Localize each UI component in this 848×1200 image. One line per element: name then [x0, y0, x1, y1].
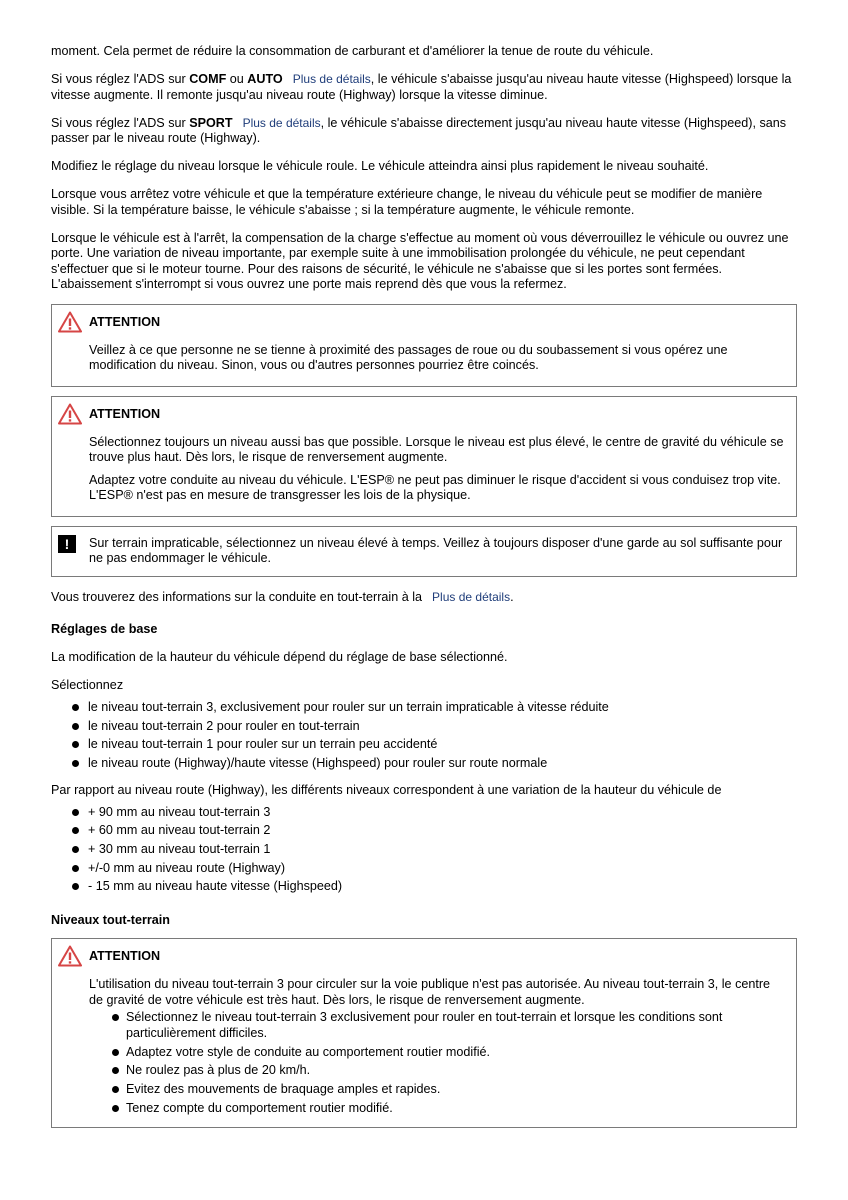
list-item: Sélectionnez le niveau tout-terrain 3 exclusivement pour rouler en tout-terrain et lorsque les conditions sont particulièrement difficiles.: [89, 1010, 784, 1041]
paragraph: Lorsque le véhicule est à l'arrêt, la compensation de la charge s'effectue au moment où vous déverrouillez le véhicule ou ouvrez une porte. Une variation de niveau importante, par exemple suite à une immobilisation prolongée du véhicule, ne peut cependant s'effectuer que si le moteur tourne. Pour des raisons de sécurité, le véhicule ne s'abaisse que si les portes sont fermées. L'abaissement s'interrompt si vous ouvrez une porte mais reprend dès que vous la refermez.: [51, 230, 789, 291]
list-item: Tenez compte du comportement routier modifié.: [89, 1101, 784, 1117]
warning-title: ATTENTION: [89, 314, 161, 329]
list-item: + 30 mm au niveau tout-terrain 1: [51, 842, 797, 858]
paragraph: Lorsque vous arrêtez votre véhicule et que la température extérieure change, le niveau du véhicule peut se modifier de manière visible. Si la température baisse, le véhicule s'abaisse ; si la température augmente, le véhicule remonte.: [51, 187, 763, 217]
text: , le véhicule s'abaisse directement jusqu'au niveau haute vitesse (Highspeed), sans passer par le niveau route (Highway).: [51, 115, 787, 145]
paragraph-ads-sport: [51, 116, 797, 147]
setting-sport: SPORT: [189, 115, 233, 130]
section-heading-basic-settings: Réglages de base: [51, 622, 158, 636]
paragraph: moment. Cela permet de réduire la consommation de carburant et d'améliorer la tenue de route du véhicule.: [51, 44, 654, 58]
more-details-link[interactable]: Plus de détails: [432, 589, 511, 604]
warning-text: L'utilisation du niveau tout-terrain 3 pour circuler sur la voie publique n'est pas autorisée. Au niveau tout-terrain 3, le centre de gravité de votre véhicule est très haut. Dès lors, le risque de renversement augmente.: [89, 977, 771, 1007]
warning-triangle-icon: [58, 403, 82, 425]
note-text: Sur terrain impraticable, sélectionnez un niveau élevé à temps. Veillez à toujours disposer d'une garde au sol suffisante pour ne pas endommager le véhicule.: [89, 535, 783, 565]
list-item: + 90 mm au niveau tout-terrain 3: [51, 805, 797, 821]
more-details-link[interactable]: Plus de détails: [242, 115, 321, 130]
list-item: le niveau tout-terrain 1 pour rouler sur un terrain peu accidenté: [51, 737, 797, 753]
manual-page: [51, 44, 797, 1137]
text: .: [510, 589, 514, 604]
note-box: [51, 526, 797, 577]
paragraph-ads-comf-auto: [51, 72, 797, 103]
list-item: - 15 mm au niveau haute vitesse (Highspeed): [51, 879, 797, 895]
list-item: le niveau tout-terrain 3, exclusivement pour rouler sur un terrain impraticable à vitesse réduite: [51, 700, 797, 716]
setting-comf: COMF: [189, 72, 227, 86]
list-item: Evitez des mouvements de braquage amples et rapides.: [89, 1082, 784, 1098]
list-item: Ne roulez pas à plus de 20 km/h.: [89, 1063, 784, 1079]
list-item: + 60 mm au niveau tout-terrain 2: [51, 823, 797, 839]
paragraph-offroad-ref: [51, 590, 797, 606]
text: Si vous réglez l'ADS sur: [51, 72, 190, 86]
text: Vous trouverez des informations sur la conduite en tout-terrain à la: [51, 589, 423, 604]
warning-text: Adaptez votre conduite au niveau du véhicule. L'ESP® ne peut pas diminuer le risque d'accident si vous conduisez trop vite. L'ESP® n'est pas en mesure de transgresser les lois de la physique.: [89, 472, 781, 502]
setting-auto: AUTO: [247, 72, 283, 86]
warning-triangle-icon: [58, 311, 82, 333]
list-item: Adaptez votre style de conduite au comportement routier modifié.: [89, 1045, 784, 1061]
warning-title: ATTENTION: [89, 949, 161, 964]
text: Si vous réglez l'ADS sur: [51, 115, 190, 130]
level-list: [51, 700, 797, 772]
paragraph: La modification de la hauteur du véhicule dépend du réglage de base sélectionné.: [51, 650, 508, 664]
warning-box: [51, 304, 797, 387]
warning-box: [51, 396, 797, 517]
paragraph-height-comparison: Par rapport au niveau route (Highway), les différents niveaux correspondent à une variation de la hauteur du véhicule de: [51, 782, 722, 797]
warning-text: Sélectionnez toujours un niveau aussi bas que possible. Lorsque le niveau est plus élevé, le centre de gravité du véhicule se trouve plus haut. Dès lors, le risque de renversement augmente.: [89, 434, 784, 464]
warning-box: [51, 938, 797, 1128]
more-details-link[interactable]: Plus de détails: [292, 72, 371, 86]
warning-title: ATTENTION: [89, 406, 161, 421]
text: ou: [226, 72, 248, 86]
list-item: +/-0 mm au niveau route (Highway): [51, 861, 797, 877]
list-item: le niveau route (Highway)/haute vitesse (Highspeed) pour rouler sur route normale: [51, 756, 797, 772]
exclamation-icon: !: [58, 535, 76, 553]
section-heading-offroad-levels: Niveaux tout-terrain: [51, 912, 170, 927]
warning-triangle-icon: [58, 945, 82, 967]
select-label: Sélectionnez: [51, 678, 124, 692]
paragraph: Modifiez le réglage du niveau lorsque le véhicule roule. Le véhicule atteindra ainsi plus rapidement le niveau souhaité.: [51, 159, 709, 173]
list-item: le niveau tout-terrain 2 pour rouler en tout-terrain: [51, 719, 797, 735]
height-list: [51, 805, 797, 895]
text: , le véhicule s'abaisse jusqu'au niveau haute vitesse (Highspeed) lorsque la vitesse augmente. Il remonte jusqu'au niveau route (Highway) lorsque la vitesse diminue.: [51, 72, 792, 102]
warning-text: Veillez à ce que personne ne se tienne à proximité des passages de roue ou du soubassement si vous opérez une modification du niveau. Sinon, vous ou d'autres personnes pourriez être coincés.: [89, 342, 728, 372]
warning-list: [89, 1010, 784, 1116]
